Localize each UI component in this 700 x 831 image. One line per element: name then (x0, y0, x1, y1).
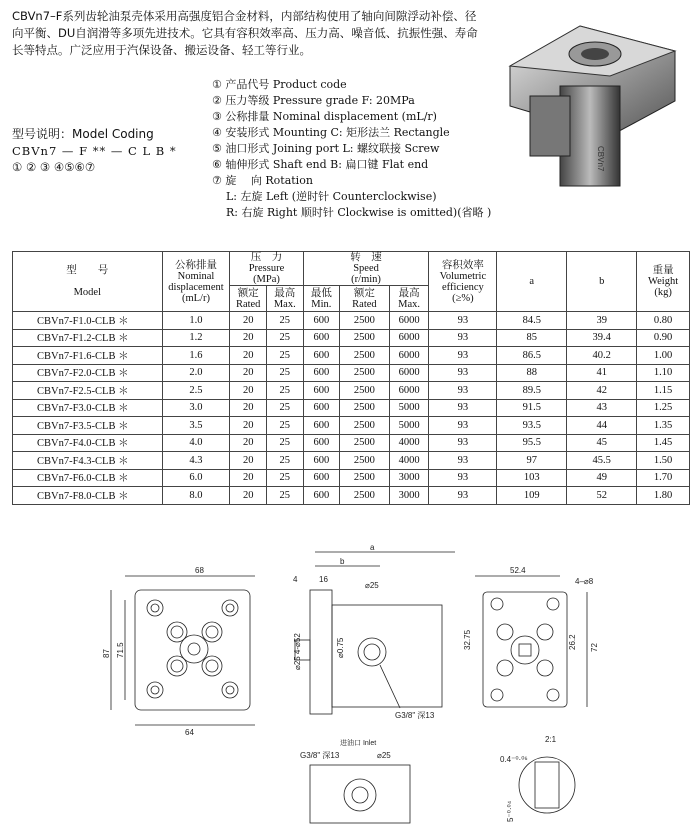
cell-a: 103 (497, 469, 567, 487)
cell-rated: 20 (230, 364, 267, 382)
cell-smax: 6000 (389, 347, 429, 365)
cell-disp: 2.0 (162, 364, 230, 382)
cell-rated: 20 (230, 434, 267, 452)
cell-b: 42 (567, 382, 637, 400)
cell-max: 25 (266, 452, 303, 470)
dim-64: 64 (185, 728, 194, 737)
cell-disp: 2.5 (162, 382, 230, 400)
cell-w: 1.45 (637, 434, 690, 452)
cell-model: CBVn7-F1.0-CLB ＊ (13, 312, 163, 330)
thread-inlet: G3/8" 深13 (300, 751, 340, 760)
cell-disp: 3.5 (162, 417, 230, 435)
cell-b: 39 (567, 312, 637, 330)
cell-max: 25 (266, 347, 303, 365)
dim-16: 16 (319, 575, 328, 584)
cell-max: 25 (266, 312, 303, 330)
cell-w: 1.10 (637, 364, 690, 382)
cell-min: 600 (303, 469, 340, 487)
header-pressure: 压 力 Pressure (MPa) (230, 252, 303, 286)
cell-disp: 1.6 (162, 347, 230, 365)
table-row (13, 469, 690, 487)
rotation-right: R: 右旋 Right 顺时针 Clockwise is omitted)(省略 ) (226, 206, 492, 219)
cell-min: 600 (303, 452, 340, 470)
model-code-numbers: ① ② ③ ④⑤⑥⑦ (12, 160, 96, 174)
technical-drawing (95, 540, 685, 825)
cell-rated: 20 (230, 347, 267, 365)
cell-disp: 6.0 (162, 469, 230, 487)
cell-smax: 3000 (389, 487, 429, 505)
table-row (13, 487, 690, 505)
dim-4: 4 (293, 575, 298, 584)
cell-min: 600 (303, 329, 340, 347)
table-row (13, 417, 690, 435)
header-speed: 转 速 Speed (r/min) (303, 252, 429, 286)
cell-disp: 8.0 (162, 487, 230, 505)
dim-d25-inlet: ⌀25 (377, 751, 391, 760)
scale-2-1: 2:1 (545, 735, 557, 744)
cell-disp: 1.0 (162, 312, 230, 330)
cell-srated: 2500 (340, 312, 390, 330)
dim-72: 72 (590, 643, 599, 652)
svg-text:CBVn7: CBVn7 (596, 146, 605, 172)
cell-eff: 93 (429, 329, 497, 347)
cell-a: 84.5 (497, 312, 567, 330)
dim-d25-side: ⌀25 4-⌀52 (293, 633, 302, 670)
cell-model: CBVn7-F6.0-CLB ＊ (13, 469, 163, 487)
cell-min: 600 (303, 417, 340, 435)
cell-min: 600 (303, 312, 340, 330)
inlet-label: 进油口 Inlet (340, 740, 377, 747)
model-coding-title: 型号说明：Model Coding (12, 127, 154, 141)
cell-model: CBVn7-F2.0-CLB ＊ (13, 364, 163, 382)
cell-w: 1.35 (637, 417, 690, 435)
dim-87: 87 (102, 649, 111, 658)
table-row (13, 347, 690, 365)
table-row (13, 364, 690, 382)
cell-b: 45 (567, 434, 637, 452)
cell-rated: 20 (230, 382, 267, 400)
table-row (13, 452, 690, 470)
header-displacement: 公称排量 Nominal displacement (mL/r) (162, 252, 230, 312)
legend-item: ② 压力等级 Pressure grade F: 20MPa (212, 94, 415, 107)
header-efficiency: 容积效率 Volumetric efficiency (≥%) (429, 252, 497, 312)
cell-eff: 93 (429, 364, 497, 382)
cell-srated: 2500 (340, 452, 390, 470)
cell-eff: 93 (429, 312, 497, 330)
cell-b: 52 (567, 487, 637, 505)
header-weight: 重量 Weight (kg) (637, 252, 690, 312)
cell-smax: 6000 (389, 364, 429, 382)
cell-srated: 2500 (340, 434, 390, 452)
header-b: b (567, 252, 637, 312)
spec-table (12, 251, 690, 505)
cell-b: 43 (567, 399, 637, 417)
cell-rated: 20 (230, 487, 267, 505)
cell-a: 91.5 (497, 399, 567, 417)
dim-d075: ⌀0.75 (336, 637, 345, 658)
legend-item: ① 产品代号 Product code (212, 78, 347, 91)
cell-w: 1.70 (637, 469, 690, 487)
cell-srated: 2500 (340, 382, 390, 400)
cell-model: CBVn7-F4.0-CLB ＊ (13, 434, 163, 452)
cell-b: 49 (567, 469, 637, 487)
cell-max: 25 (266, 382, 303, 400)
cell-max: 25 (266, 399, 303, 417)
table-row (13, 329, 690, 347)
cell-b: 41 (567, 364, 637, 382)
cell-w: 0.80 (637, 312, 690, 330)
dim-26-2: 26.2 (568, 634, 577, 650)
cell-eff: 93 (429, 347, 497, 365)
dim-b: b (340, 557, 345, 566)
header-pressure-max: 最高 Max. (266, 286, 303, 312)
cell-srated: 2500 (340, 329, 390, 347)
legend-item: ⑦ 旋 向 Rotation (212, 174, 313, 187)
cell-a: 88 (497, 364, 567, 382)
cell-w: 0.90 (637, 329, 690, 347)
cell-smax: 3000 (389, 469, 429, 487)
code-legend (212, 77, 491, 221)
cell-max: 25 (266, 469, 303, 487)
model-code: CBVn7 — F ** — C L B * (12, 144, 177, 158)
cell-srated: 2500 (340, 347, 390, 365)
header-speed-rated: 额定 Rated (340, 286, 390, 312)
cell-eff: 93 (429, 452, 497, 470)
cell-min: 600 (303, 487, 340, 505)
cell-rated: 20 (230, 417, 267, 435)
cell-w: 1.15 (637, 382, 690, 400)
cell-disp: 3.0 (162, 399, 230, 417)
legend-item: ③ 公称排量 Nominal displacement (mL/r) (212, 110, 437, 123)
cell-rated: 20 (230, 399, 267, 417)
cell-model: CBVn7-F4.3-CLB ＊ (13, 452, 163, 470)
cell-a: 93.5 (497, 417, 567, 435)
cell-srated: 2500 (340, 417, 390, 435)
thread-outlet: G3/8" 深13 (395, 711, 435, 720)
cell-min: 600 (303, 347, 340, 365)
cell-eff: 93 (429, 399, 497, 417)
dim-5: 5⁻⁰·⁰⁴ (506, 800, 515, 822)
rear-view (463, 566, 599, 707)
shaft-detail (500, 735, 575, 822)
legend-item: ⑥ 轴伸形式 Shaft end B: 扁口键 Flat end (212, 158, 429, 171)
cell-max: 25 (266, 434, 303, 452)
cell-w: 1.25 (637, 399, 690, 417)
cell-eff: 93 (429, 382, 497, 400)
cell-model: CBVn7-F8.0-CLB ＊ (13, 487, 163, 505)
dim-d25-top: ⌀25 (365, 581, 379, 590)
header-speed-max: 最高 Max. (389, 286, 429, 312)
dim-a: a (370, 543, 375, 552)
cell-rated: 20 (230, 469, 267, 487)
cell-smax: 5000 (389, 399, 429, 417)
table-row (13, 434, 690, 452)
rotation-left: L: 左旋 Left (逆时针 Counterclockwise) (226, 190, 437, 203)
cell-rated: 20 (230, 452, 267, 470)
cell-min: 600 (303, 382, 340, 400)
cell-a: 97 (497, 452, 567, 470)
dim-52-4: 52.4 (510, 566, 526, 575)
cell-a: 95.5 (497, 434, 567, 452)
front-view (102, 566, 255, 737)
side-view (293, 543, 455, 823)
cell-b: 39.4 (567, 329, 637, 347)
dim-68: 68 (195, 566, 204, 575)
cell-smax: 5000 (389, 417, 429, 435)
pump-photo (500, 6, 690, 196)
cell-max: 25 (266, 329, 303, 347)
cell-srated: 2500 (340, 469, 390, 487)
cell-max: 25 (266, 417, 303, 435)
table-row (13, 382, 690, 400)
cell-b: 45.5 (567, 452, 637, 470)
cell-a: 89.5 (497, 382, 567, 400)
cell-eff: 93 (429, 417, 497, 435)
cell-model: CBVn7-F1.2-CLB ＊ (13, 329, 163, 347)
header-speed-min: 最低 Min. (303, 286, 340, 312)
cell-w: 1.00 (637, 347, 690, 365)
dim-0-4: 0.4⁻⁰·⁰⁶ (500, 755, 528, 764)
legend-item: ⑤ 油口形式 Joining port L: 螺纹联接 Screw (212, 142, 440, 155)
cell-smax: 4000 (389, 452, 429, 470)
dim-32-75: 32.75 (463, 629, 472, 650)
cell-smax: 6000 (389, 329, 429, 347)
dim-4-d8: 4–⌀8 (575, 577, 594, 586)
cell-b: 40.2 (567, 347, 637, 365)
spec-table-body (13, 312, 690, 505)
dim-71-5: 71.5 (116, 642, 125, 658)
cell-eff: 93 (429, 434, 497, 452)
cell-model: CBVn7-F2.5-CLB ＊ (13, 382, 163, 400)
header-model: 型 号 Model (13, 252, 163, 312)
cell-rated: 20 (230, 312, 267, 330)
cell-smax: 6000 (389, 382, 429, 400)
cell-smax: 4000 (389, 434, 429, 452)
cell-disp: 1.2 (162, 329, 230, 347)
intro-paragraph: CBVn7–F系列齿轮油泵壳体采用高强度铝合金材料，内部结构使用了轴向间隙浮动补偿、径向平衡、DU自润滑等多项先进技术。它具有容积效率高、压力高、噪音低、抗振性强、寿命长等特点。广泛应用于汽保设备、搬运设备、轻工等行业。 (12, 9, 478, 57)
cell-eff: 93 (429, 487, 497, 505)
header-a: a (497, 252, 567, 312)
cell-a: 86.5 (497, 347, 567, 365)
cell-model: CBVn7-F3.5-CLB ＊ (13, 417, 163, 435)
cell-a: 85 (497, 329, 567, 347)
cell-model: CBVn7-F3.0-CLB ＊ (13, 399, 163, 417)
header-pressure-rated: 额定 Rated (230, 286, 267, 312)
cell-srated: 2500 (340, 487, 390, 505)
cell-max: 25 (266, 364, 303, 382)
cell-smax: 6000 (389, 312, 429, 330)
table-row (13, 312, 690, 330)
cell-min: 600 (303, 434, 340, 452)
table-row (13, 399, 690, 417)
cell-disp: 4.0 (162, 434, 230, 452)
cell-w: 1.50 (637, 452, 690, 470)
cell-max: 25 (266, 487, 303, 505)
cell-model: CBVn7-F1.6-CLB ＊ (13, 347, 163, 365)
cell-a: 109 (497, 487, 567, 505)
cell-w: 1.80 (637, 487, 690, 505)
cell-srated: 2500 (340, 364, 390, 382)
cell-b: 44 (567, 417, 637, 435)
cell-disp: 4.3 (162, 452, 230, 470)
cell-min: 600 (303, 399, 340, 417)
cell-min: 600 (303, 364, 340, 382)
cell-eff: 93 (429, 469, 497, 487)
cell-srated: 2500 (340, 399, 390, 417)
cell-rated: 20 (230, 329, 267, 347)
legend-item: ④ 安装形式 Mounting C: 矩形法兰 Rectangle (212, 126, 450, 139)
